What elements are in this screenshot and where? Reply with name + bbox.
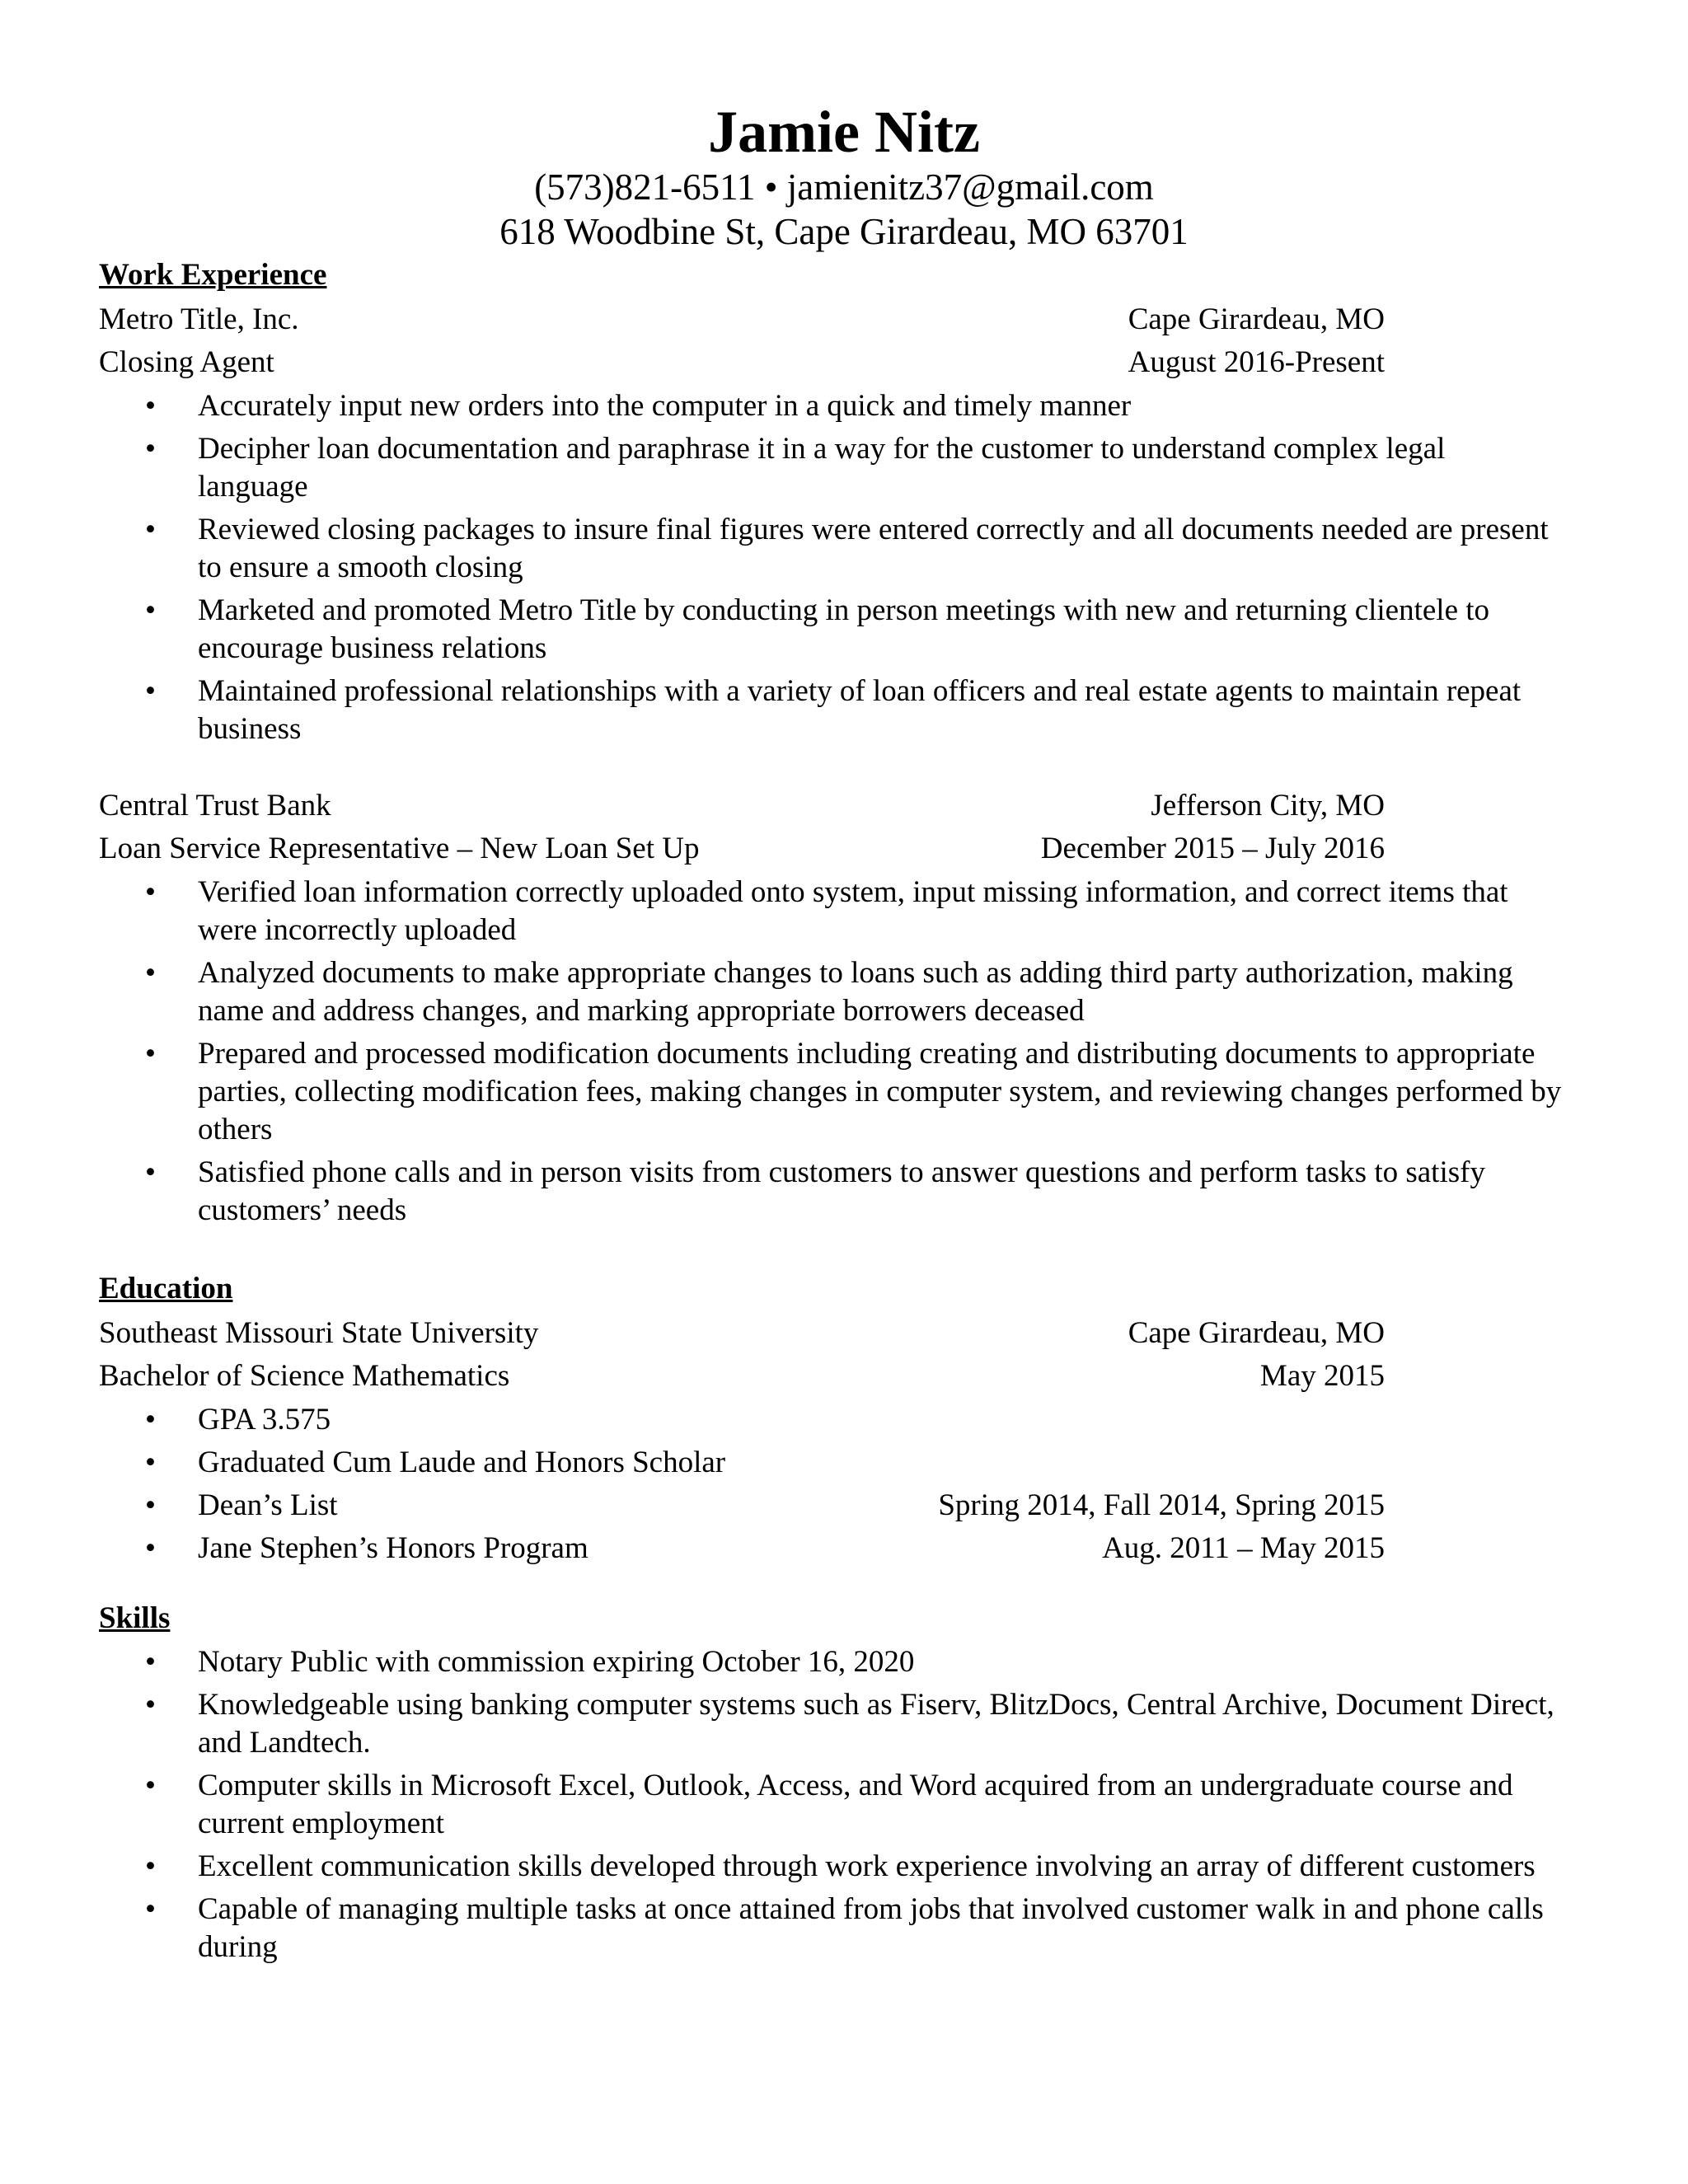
bullet-text: Accurately input new orders into the computer in a quick and timely manner [198,389,1132,423]
list-item [145,1643,1563,1681]
list-item [145,1444,1563,1482]
bullet-icon: • [145,513,156,546]
job-2-title: Loan Service Representative – New Loan Set Up [99,832,700,865]
job-2-header [99,788,1385,824]
list-item [145,1848,1563,1886]
bullet-text: Computer skills in Microsoft Excel, Outlook, Access, and Word acquired from an undergraduate course and current employment [198,1769,1513,1840]
work-experience-heading: Work Experience [99,258,327,292]
education-date: May 2015 [1259,1359,1385,1393]
job-1-company: Metro Title, Inc. [99,302,299,336]
education-location: Cape Girardeau, MO [1128,1316,1385,1350]
job-1-subheader [99,344,1385,381]
list-item [145,592,1563,668]
bullet-text: Marketed and promoted Metro Title by conducting in person meetings with new and returning clientele to encourage business relations [198,593,1490,665]
bullet-text: Dean’s List [198,1488,338,1522]
address-line: 618 Woodbine St, Cape Girardeau, MO 63701 [499,211,1189,252]
education-bullets [145,1401,1563,1572]
list-item [145,1487,1563,1525]
job-1-bullets [145,387,1563,753]
skills-bullets [145,1643,1563,1971]
bullet-icon: • [145,1037,156,1071]
bullet-icon: • [145,432,156,466]
list-item [145,511,1563,587]
job-2-subheader [99,831,1385,867]
bullet-icon: • [145,1446,156,1479]
bullet-text: Reviewed closing packages to insure final figures were entered correctly and all documents needed are present to ensure a smooth closing [198,513,1549,584]
bullet-icon: • [145,389,156,423]
bullet-icon: • [145,1488,156,1522]
job-1-dates: August 2016-Present [1128,345,1385,379]
bullet-text: Jane Stephen’s Honors Program [198,1531,588,1565]
education-heading: Education [99,1272,233,1305]
job-2-dates: December 2015 – July 2016 [1040,832,1385,865]
list-item [145,1401,1563,1439]
contact-line: (573)821-6511 • jamienitz37@gmail.com [534,166,1154,208]
list-item [145,1035,1563,1149]
resume-name: Jamie Nitz [708,99,980,165]
bullet-text: Analyzed documents to make appropriate changes to loans such as adding third party authorization, making name and address changes, and marking appropriate borrowers deceased [198,956,1513,1028]
list-item [145,954,1563,1030]
list-item [145,1767,1563,1843]
bullet-icon: • [145,1849,156,1883]
bullet-icon: • [145,1769,156,1802]
list-item [145,387,1563,425]
bullet-icon: • [145,875,156,909]
job-2-location: Jefferson City, MO [1151,789,1385,823]
bullet-text: Maintained professional relationships with a variety of loan officers and real estate agents to maintain repeat business [198,674,1522,746]
list-item [145,1686,1563,1762]
bullet-icon: • [145,1155,156,1189]
bullet-date: Spring 2014, Fall 2014, Spring 2015 [938,1488,1385,1522]
bullet-date: Aug. 2011 – May 2015 [1102,1531,1385,1565]
bullet-text: Satisfied phone calls and in person visits from customers to answer questions and perform tasks to satisfy customers’ needs [198,1155,1485,1227]
list-item [145,430,1563,506]
bullet-icon: • [145,1531,156,1565]
bullet-icon: • [145,1688,156,1722]
bullet-text: Prepared and processed modification documents including creating and distributing documents to appropriate parties, collecting modification fees, making changes in computer system, and reviewing changes performed by others [198,1037,1562,1146]
education-header [99,1315,1385,1352]
job-2-company: Central Trust Bank [99,789,331,823]
education-degree: Bachelor of Science Mathematics [99,1359,510,1393]
job-1-location: Cape Girardeau, MO [1128,302,1385,336]
education-subheader [99,1358,1385,1394]
list-item [145,1891,1563,1966]
list-item [145,673,1563,748]
list-item [145,874,1563,949]
bullet-icon: • [145,593,156,627]
bullet-text: Decipher loan documentation and paraphrase it in a way for the customer to understand complex legal language [198,432,1446,504]
bullet-text: GPA 3.575 [198,1403,331,1436]
list-item [145,1530,1563,1568]
job-1-header [99,302,1385,338]
skills-heading: Skills [99,1601,171,1635]
bullet-text: Notary Public with commission expiring October 16, 2020 [198,1645,915,1679]
bullet-icon: • [145,956,156,990]
bullet-text: Graduated Cum Laude and Honors Scholar [198,1446,726,1479]
bullet-text: Knowledgeable using banking computer systems such as Fiserv, BlitzDocs, Central Archive, Document Direct, and Landtech. [198,1688,1554,1760]
bullet-icon: • [145,1403,156,1436]
bullet-icon: • [145,674,156,708]
job-2-bullets [145,874,1563,1235]
job-1-title: Closing Agent [99,345,274,379]
bullet-text: Verified loan information correctly uploaded onto system, input missing information, and correct items that were incorrectly uploaded [198,875,1508,947]
bullet-icon: • [145,1645,156,1679]
bullet-text: Excellent communication skills developed through work experience involving an array of different customers [198,1849,1536,1883]
bullet-icon: • [145,1892,156,1926]
education-school: Southeast Missouri State University [99,1316,539,1350]
list-item [145,1154,1563,1230]
bullet-text: Capable of managing multiple tasks at once attained from jobs that involved customer walk in and phone calls during [198,1892,1544,1964]
